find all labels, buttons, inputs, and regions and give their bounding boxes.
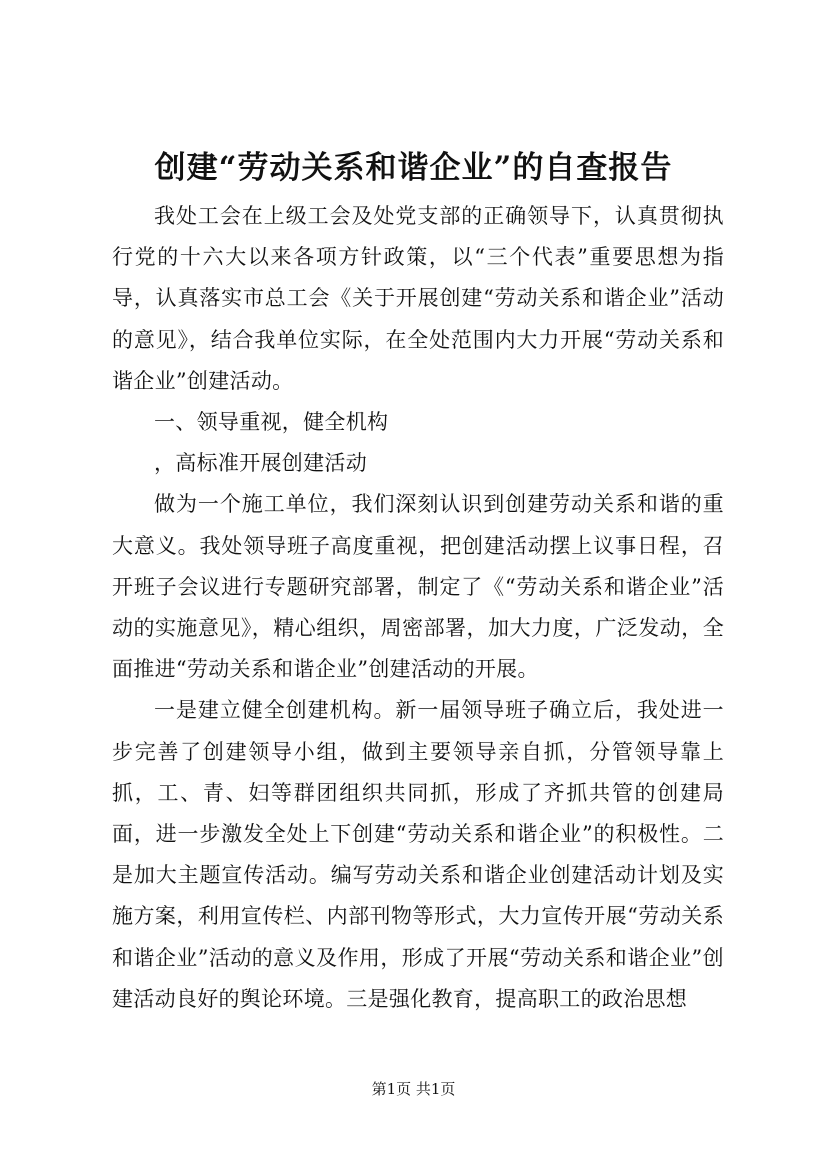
page-footer: 第1页 共1页 [371, 1080, 456, 1098]
document-body [112, 196, 724, 1020]
paragraph-significance: 做为一个施工单位，我们深刻认识到创建劳动关系和谐的重大意义。我处领导班子高度重视，把创建活动摆上议事日程，召开班子会议进行专题研究部署，制定了《“劳动关系和谐企业”活动的实施意见》，精心组织，周密部署，加大力度，广泛发动，全面推进“劳动关系和谐企业”创建活动的开展。 [112, 492, 724, 682]
section-subheading: ，高标准开展创建活动 [154, 451, 367, 476]
document-title: 创建“劳动关系和谐企业”的自查报告 [154, 150, 673, 186]
paragraph-intro: 我处工会在上级工会及处党支部的正确领导下，认真贯彻执行党的十六大以来各项方针政策，以“三个代表”重要思想为指导，认真落实市总工会《关于开展创建“劳动关系和谐企业”活动的意见》，结合我单位实际，在全处范围内大力开展“劳动关系和谐企业”创建活动。 [112, 204, 724, 393]
paragraph-measures: 一是建立健全创建机构。新一届领导班子确立后，我处进一步完善了创建领导小组，做到主要领导亲自抓，分管领导靠上抓，工、青、妇等群团组织共同抓，形成了齐抓共管的创建局面，进一步激发全处上下创建“劳动关系和谐企业”的积极性。二是加大主题宣传活动。编写劳动关系和谐企业创建活动计划及实施方案，利用宣传栏、内部刊物等形式，大力宣传开展“劳动关系和谐企业”活动的意义及作用，形成了开展“劳动关系和谐企业”创建活动良好的舆论环境。三是强化教育，提高职工的政治思想 [112, 698, 724, 1011]
section-heading: 一、领导重视，健全机构 [154, 410, 389, 435]
